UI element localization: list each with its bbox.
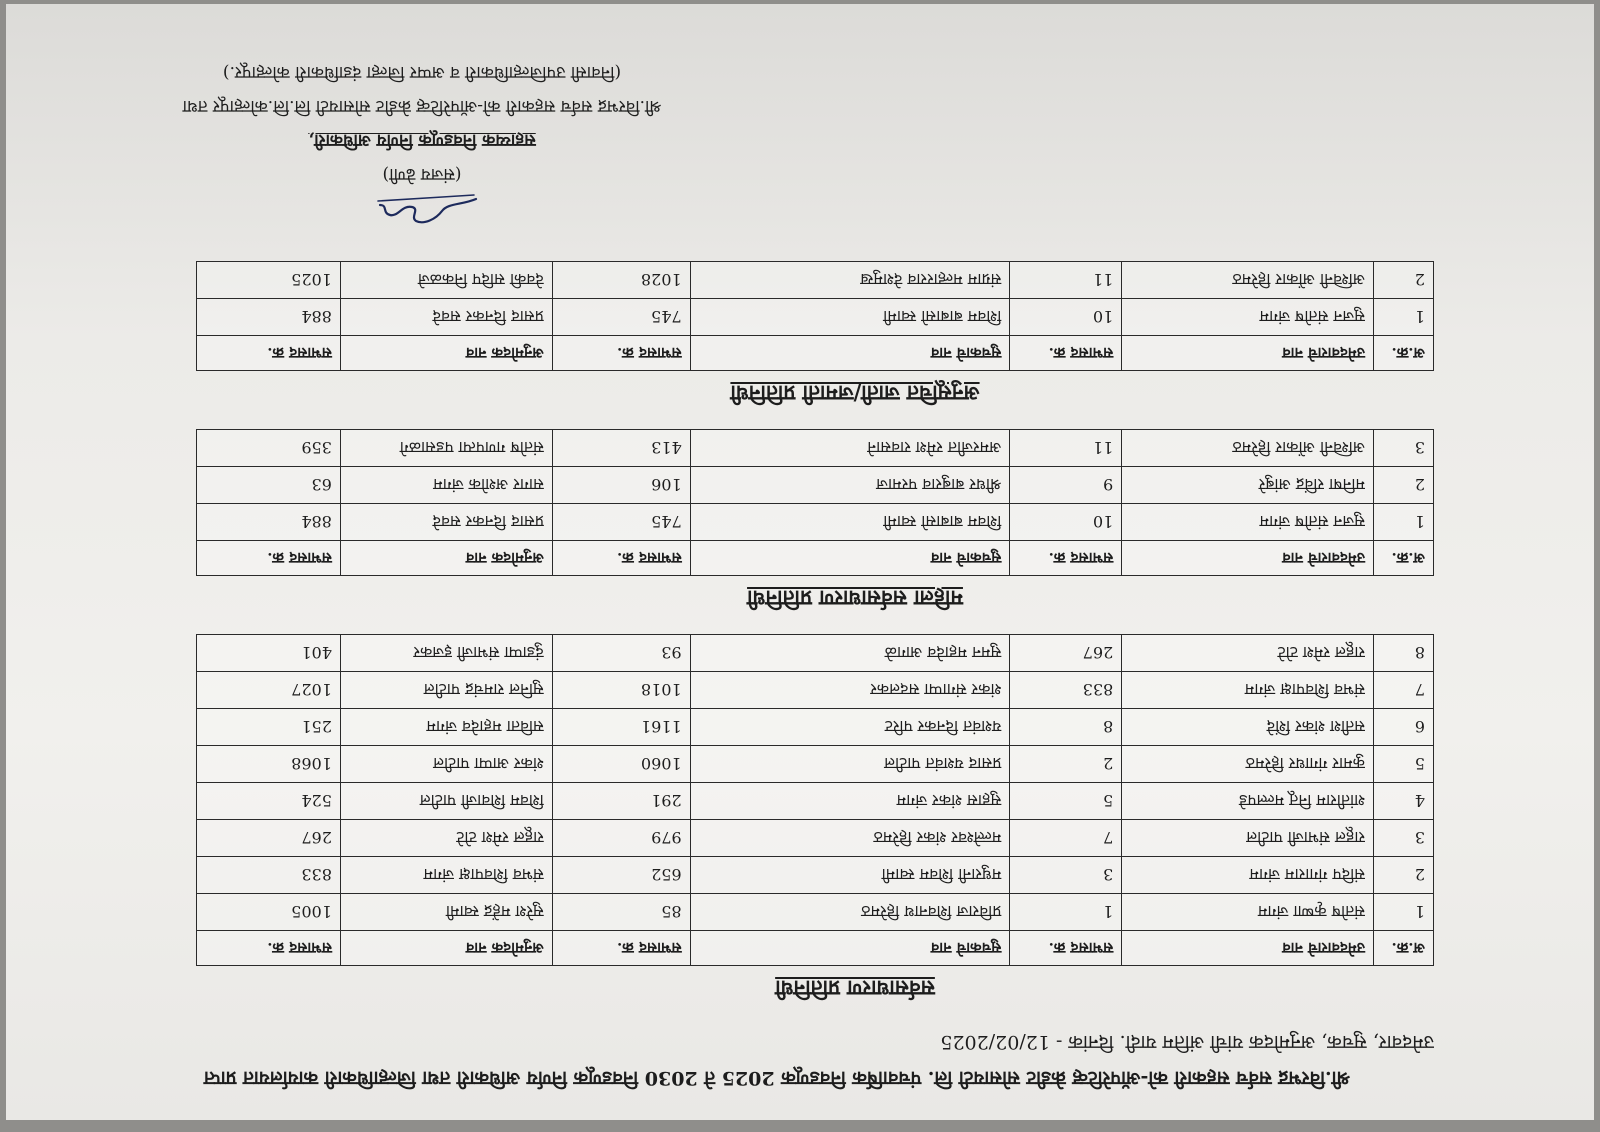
table-cell: 2 — [1374, 262, 1434, 299]
table-row — [197, 820, 1434, 857]
table-cell: 1068 — [197, 746, 341, 783]
column-header: सभासद क्र. — [1010, 931, 1122, 966]
table-row — [197, 262, 1434, 299]
column-header: सुचकाचे नाव — [690, 336, 1010, 371]
table-cell: 1161 — [552, 709, 690, 746]
document-page — [6, 4, 1594, 1120]
table-row — [197, 746, 1434, 783]
table-cell: संदिप गंगाराम जंगम — [1122, 857, 1374, 894]
column-header: सभासद क्र. — [197, 336, 341, 371]
table-cell: 652 — [552, 857, 690, 894]
signatory-name: (संजय ढेणी) — [382, 164, 462, 184]
table-cell: सुजन संतोष जंगम — [1122, 504, 1374, 541]
table-row — [197, 894, 1434, 931]
table-row — [197, 635, 1434, 672]
table-cell: 7 — [1374, 672, 1434, 709]
table-cell: दुंडाप्पा संभाजी इजकर — [340, 635, 552, 672]
table-cell: 291 — [552, 783, 690, 820]
table-cell: श्रीधर बाबुराव परमाज — [690, 467, 1010, 504]
table-cell: 3 — [1374, 430, 1434, 467]
table-cell: 413 — [552, 430, 690, 467]
table-cell: शिवम बाबासो स्वामी — [690, 504, 1010, 541]
column-header: उमेदवाराचे नाव — [1122, 541, 1374, 576]
table-cell: सुहास शंकर जंगम — [690, 783, 1010, 820]
table-cell: सुजन संतोष जंगम — [1122, 299, 1374, 336]
signatory-office-line: (निवासी उपजिल्हाधिकारी व अप्पर जिल्हा दंडाधिकारी कोल्हापूर.) — [222, 62, 622, 82]
table-cell: संभव शिवपाक्ष जंगम — [1122, 672, 1374, 709]
table-cell: राहूल रमेश टोटे — [340, 820, 552, 857]
table-cell: प्रसाद दिनकर सवदे — [340, 299, 552, 336]
header-line-1: श्री.विरभद्र सर्वच सहकारी को-ऑपरेटिव्ह क्रेडीट सोसायटी लि. पंचवार्षिक निवडणूक 2025 ते 2030 निवडणूक निर्णय अधिकारी तथा जिल्हाधिकारी कार्यालयात प्राप्त — [203, 1067, 1350, 1089]
table-cell: 4 — [1374, 783, 1434, 820]
table-cell: 1 — [1010, 894, 1122, 931]
table-row — [197, 504, 1434, 541]
table-cell: 1028 — [552, 262, 690, 299]
table-cell: 8 — [1374, 635, 1434, 672]
column-header: अ.क्र. — [1374, 541, 1434, 576]
table-cell: प्रसाद यशवंत पाटील — [690, 746, 1010, 783]
table-cell: 85 — [552, 894, 690, 931]
table-cell: राहूल रमेश टोटे — [1122, 635, 1374, 672]
table-cell: 267 — [197, 820, 341, 857]
table-cell: सविता महादेव जंगम — [340, 709, 552, 746]
column-header: अनुमोदक नाव — [340, 336, 552, 371]
table-cell: 833 — [197, 857, 341, 894]
table-cell: सतीश शंकर शिंदे — [1122, 709, 1374, 746]
table-cell: 10 — [1010, 504, 1122, 541]
table-row — [197, 783, 1434, 820]
signature-mark — [362, 191, 482, 235]
table-cell: 106 — [552, 467, 690, 504]
column-header: सभासद क्र. — [552, 541, 690, 576]
section-table — [196, 429, 1434, 576]
table-cell: संग्राम मल्हारराव देशमुख — [690, 262, 1010, 299]
table-cell: सागर अशोक जंगम — [340, 467, 552, 504]
table-cell: शंकर आप्पा पाटील — [340, 746, 552, 783]
table-cell: शंकर संगाप्पा सदलकर — [690, 672, 1010, 709]
table-cell: 267 — [1010, 635, 1122, 672]
column-header: उमेदवाराचे नाव — [1122, 336, 1374, 371]
table-cell: 1060 — [552, 746, 690, 783]
table-cell: राहूल संभाजी पाटील — [1122, 820, 1374, 857]
table-cell: 1018 — [552, 672, 690, 709]
table-cell: 251 — [197, 709, 341, 746]
table-cell: 1 — [1374, 299, 1434, 336]
table-cell: 6 — [1374, 709, 1434, 746]
column-header: अ.क्र. — [1374, 931, 1434, 966]
table-row — [197, 672, 1434, 709]
table-cell: 3 — [1010, 857, 1122, 894]
table-cell: 979 — [552, 820, 690, 857]
table-cell: मनिषा रविंद्र आंबुरे — [1122, 467, 1374, 504]
table-cell: 2 — [1374, 857, 1434, 894]
table-cell: 5 — [1374, 746, 1434, 783]
table-cell: 1 — [1374, 894, 1434, 931]
table-cell: देवकी सदिप निकळजे — [340, 262, 552, 299]
table-cell: प्रसाद दिनकर सवदे — [340, 504, 552, 541]
table-cell: सुरेश महेंद्र स्वामी — [340, 894, 552, 931]
table-cell: शांतीराम नितू मल्लपडे — [1122, 783, 1374, 820]
table-cell: 10 — [1010, 299, 1122, 336]
table-cell: 359 — [197, 430, 341, 467]
table-row — [197, 430, 1434, 467]
section-title: अनुसूचित जाती/जमाती प्रतिनिधी — [730, 381, 980, 406]
table-cell: संतोष कृष्णा जंगम — [1122, 894, 1374, 931]
table-cell: 8 — [1010, 709, 1122, 746]
table-row — [197, 467, 1434, 504]
table-cell: 1027 — [197, 672, 341, 709]
table-cell: 833 — [1010, 672, 1122, 709]
section-table — [196, 634, 1434, 966]
table-cell: 884 — [197, 299, 341, 336]
table-cell: संभव शिवपाक्ष जंगम — [340, 857, 552, 894]
table-cell: प्रविराज शिवनाथ हिरेमठ — [690, 894, 1010, 931]
table-cell: 2 — [1374, 467, 1434, 504]
table-cell: शिवम शिवाजी पाटील — [340, 783, 552, 820]
sections-container — [267, 261, 1434, 1002]
table-cell: अश्विनी ओंकार हिरेमठ — [1122, 262, 1374, 299]
column-header: सभासद क्र. — [1010, 336, 1122, 371]
column-header: सभासद क्र. — [552, 931, 690, 966]
column-header: उमेदवाराचे नाव — [1122, 931, 1374, 966]
table-cell: सुनिल रामचंद्र पाटील — [340, 672, 552, 709]
table-cell: 524 — [197, 783, 341, 820]
table-cell: 401 — [197, 635, 341, 672]
column-header: सभासद क्र. — [1010, 541, 1122, 576]
section-table — [196, 261, 1434, 371]
table-cell: 1 — [1374, 504, 1434, 541]
table-cell: 745 — [552, 504, 690, 541]
table-cell: 11 — [1010, 430, 1122, 467]
table-cell: 1025 — [197, 262, 341, 299]
table-cell: मल्लेश्वर शंकर हिरेमठ — [690, 820, 1010, 857]
column-header: सुचकाचे नाव — [690, 541, 1010, 576]
column-header: अनुमोदक नाव — [340, 541, 552, 576]
table-cell: सुमन महादेव आगळे — [690, 635, 1010, 672]
table-row — [197, 709, 1434, 746]
table-header-row — [197, 931, 1434, 966]
section-title: सर्वसाधारण प्रतिनिधी — [775, 976, 935, 1001]
signatory-society-line: श्री.विरभद्र सर्वच सहकारी को-ऑपरेटिव्ह क्रेडीट सोसायटी लि.लि.कोल्हापूर तथा — [182, 96, 662, 116]
table-cell: संतोष गणपत्पा पडसाळगे — [340, 430, 552, 467]
table-cell: 2 — [1010, 746, 1122, 783]
signatory-designation: सहाय्यक निवडणूक निर्णय अधिकारी, — [308, 130, 536, 150]
table-cell: 3 — [1374, 820, 1434, 857]
column-header: अनुमोदक नाव — [340, 931, 552, 966]
header-line-2: उमेदवार, सुचक, अनुमोदक यांची अंतिम यादी. दिनांक - 12/02/2025 — [940, 1031, 1434, 1053]
column-header: अ.क्र. — [1374, 336, 1434, 371]
table-cell: 11 — [1010, 262, 1122, 299]
table-cell: शिवम बाबासो स्वामी — [690, 299, 1010, 336]
signature-block — [162, 55, 682, 235]
column-header: सुचकाचे नाव — [690, 931, 1010, 966]
table-cell: अमरजीत रमेश रावसाने — [690, 430, 1010, 467]
table-cell: 93 — [552, 635, 690, 672]
column-header: सभासद क्र. — [197, 541, 341, 576]
table-cell: अश्विनी ओंकार हिरेमठ — [1122, 430, 1374, 467]
table-row — [197, 857, 1434, 894]
table-cell: 9 — [1010, 467, 1122, 504]
table-cell: कुमार गंगाधर हिरेमठ — [1122, 746, 1374, 783]
column-header: सभासद क्र. — [552, 336, 690, 371]
table-cell: 7 — [1010, 820, 1122, 857]
table-cell: 5 — [1010, 783, 1122, 820]
table-cell: 745 — [552, 299, 690, 336]
section-title: महिला सर्वसाधारण प्रतिनिधी — [747, 586, 963, 611]
table-cell: मधुरानी शिवम स्वामी — [690, 857, 1010, 894]
table-cell: 63 — [197, 467, 341, 504]
table-cell: यशवंत दिनकर परिट — [690, 709, 1010, 746]
table-row — [197, 299, 1434, 336]
table-cell: 884 — [197, 504, 341, 541]
table-header-row — [197, 541, 1434, 576]
table-header-row — [197, 336, 1434, 371]
column-header: सभासद क्र. — [197, 931, 341, 966]
table-cell: 1005 — [197, 894, 341, 931]
